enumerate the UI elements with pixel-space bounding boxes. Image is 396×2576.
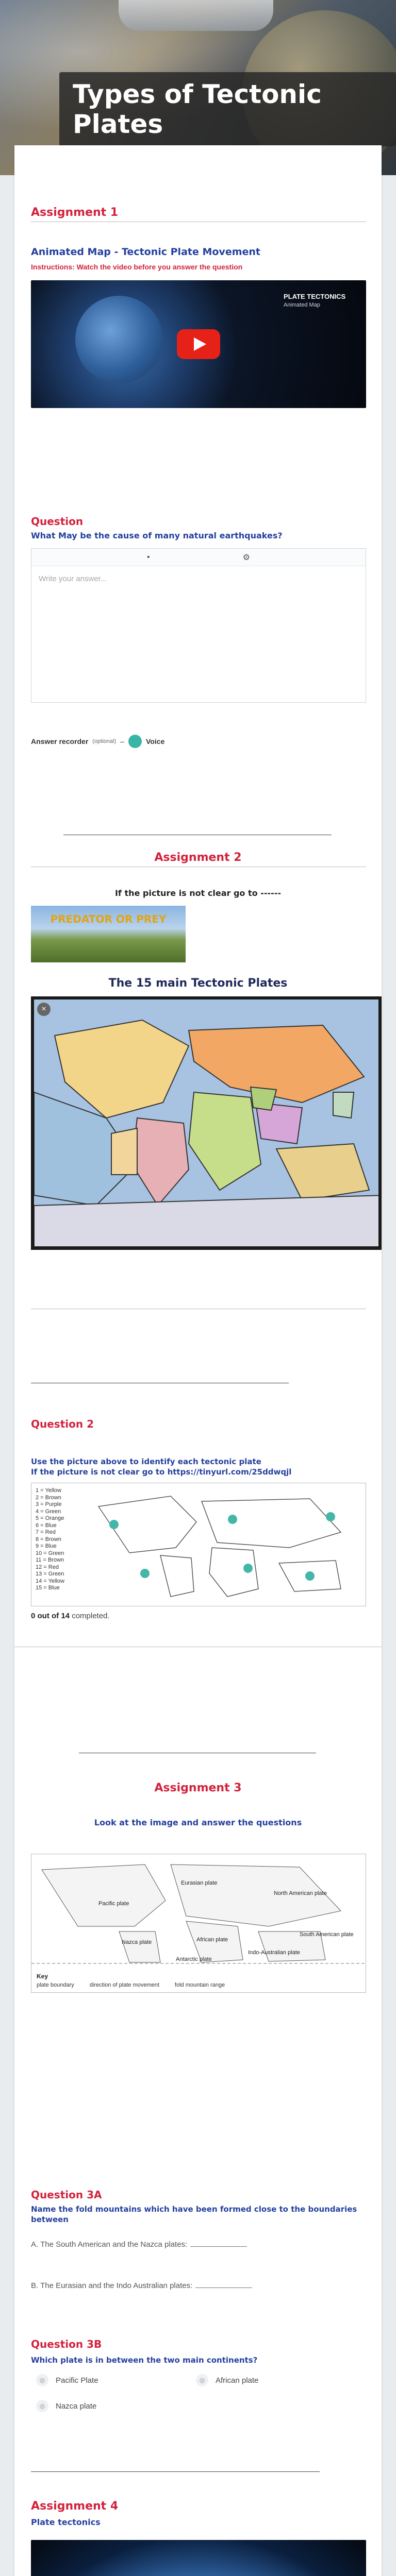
option-icon: ◎ [36,2400,48,2412]
option-icon: ◎ [36,2374,48,2386]
question2-instruction1: Use the picture above to identify each tectonic plate [31,1457,261,1466]
choice-label: African plate [216,2376,259,2385]
assignment4-heading: Assignment 4 [31,2500,119,2513]
question2-instruction2: If the picture is not clear go to https://tinyurl.com/25ddwqjl [31,1467,292,1477]
recorder-optional: (optional) [92,738,117,744]
question3a-part-b [31,2281,252,2290]
bullet-list-icon[interactable]: • [147,552,150,562]
key-title: Key [37,1973,48,1980]
part-a-text: A. The South American and the Nazca plates: [31,2240,188,2249]
map-label: African plate [196,1937,228,1943]
map-label: Eurasian plate [181,1880,218,1886]
editor-toolbar [31,549,366,566]
assignment2-heading: Assignment 2 [154,851,242,864]
question3a-prompt: Name the fold mountains which have been formed close to the boundaries between [31,2205,357,2224]
record-button-icon[interactable] [128,735,142,748]
assignment4-video[interactable] [31,2540,366,2576]
video-overlay-subtitle: Animated Map [284,302,320,308]
plate-african [189,1092,261,1190]
map-label: Nazca plate [122,1939,152,1945]
legend-item: 15 = Blue [36,1585,60,1591]
choice-label: Pacific Plate [56,2376,98,2385]
plates-svg [34,999,382,1247]
legend-item: 3 = Purple [36,1501,62,1507]
assignment1-instructions: Instructions: Watch the video before you answer the question [31,263,243,271]
part-b-text: B. The Eurasian and the Indo Australian plates: [31,2281,193,2290]
plate-arabian [251,1087,276,1110]
close-icon[interactable]: × [37,1003,51,1016]
legend-item: 4 = Green [36,1508,61,1515]
play-icon[interactable] [177,329,220,359]
assignment1-video[interactable] [31,280,366,408]
worksheet-page [14,145,382,2576]
video-overlay-title: PLATE TECTONICS [284,293,346,300]
question3a-part-a [31,2240,247,2249]
question-heading: Question [31,515,84,528]
answer-recorder [31,735,164,748]
map-label: Pacific plate [98,1901,129,1907]
answer-placeholder: Write your answer... [39,574,107,583]
map-label: North American plate [274,1890,327,1896]
assignment4-subheading: Plate tectonics [31,2517,101,2527]
assignment3-heading: Assignment 3 [154,1782,242,1794]
predator-prey-banner-image [31,906,186,962]
key-item: fold mountain range [174,1982,225,1988]
option-icon: ◎ [196,2374,208,2386]
divider [31,2471,320,2472]
banner-text: PREDATOR OR PREY [50,913,167,925]
recorder-label: Answer recorder [31,737,89,745]
key-item: plate boundary [37,1982,74,1988]
recorder-dash: – [120,737,124,745]
map-label: South American plate [300,1931,354,1938]
completed-label: completed. [72,1612,110,1620]
labelling-map [31,1483,366,1606]
plate-south-american [132,1118,189,1206]
part-a-input[interactable] [190,2246,247,2247]
completed-count: 0 out of 14 [31,1612,70,1620]
legend-item: 10 = Green [36,1550,64,1556]
map-label: Indo-Australian plate [248,1950,300,1956]
assignment1-heading: Assignment 1 [31,206,119,219]
plate-north-american [55,1020,189,1118]
legend-item: 1 = Yellow [36,1487,61,1494]
legend-item: 11 = Brown [36,1557,64,1563]
completion-counter [31,1612,110,1620]
key-item: direction of plate movement [89,1982,159,1988]
plate-philippine [333,1092,354,1118]
legend-item: 8 = Brown [36,1536,61,1543]
video-globe-image [75,296,163,383]
plate-boundaries-svg [31,1854,366,1968]
question-text: What May be the cause of many natural earthquakes? [31,531,283,540]
question3b-heading: Question 3B [31,2338,102,2350]
legend-item: 7 = Red [36,1529,56,1535]
legend-item: 13 = Green [36,1571,64,1577]
choice-option[interactable] [196,2374,258,2386]
map-key [37,1982,225,1988]
page-title: Types of Tectonic Plates [59,72,396,146]
part-b-input[interactable] [195,2287,252,2288]
legend-item: 9 = Blue [36,1543,57,1549]
choice-label: Nazca plate [56,2401,97,2411]
map-title: The 15 main Tectonic Plates [108,977,288,990]
choice-option[interactable] [36,2400,96,2412]
outline-world-map [93,1486,361,1604]
color-legend [36,1487,64,1592]
map-label: Antarctic plate [176,1956,212,1962]
gear-icon[interactable]: ⚙ [242,553,250,562]
assignment2-note: If the picture is not clear go to ------ [114,888,282,898]
legend-item: 2 = Brown [36,1494,61,1501]
legend-item: 5 = Orange [36,1515,64,1521]
legend-item: 14 = Yellow [36,1578,64,1584]
question3b-prompt: Which plate is in between the two main continents? [31,2355,258,2365]
fold-mountains-map [31,1854,366,1993]
hero-pin-decoration [119,0,273,31]
assignment1-video-title: Animated Map - Tectonic Plate Movement [31,246,260,258]
question3a-heading: Question 3A [31,2189,102,2201]
plate-nazca [111,1128,137,1175]
plate-australian [276,1144,369,1200]
recorder-voice[interactable]: Voice [145,737,165,745]
question2-heading: Question 2 [31,1418,94,1430]
tectonic-plates-map [31,996,382,1250]
answer-textarea[interactable] [31,548,366,703]
legend-item: 12 = Red [36,1564,59,1570]
assignment3-instruction: Look at the image and answer the questions [94,1818,302,1827]
choice-option[interactable] [36,2374,98,2386]
legend-item: 6 = Blue [36,1522,57,1529]
